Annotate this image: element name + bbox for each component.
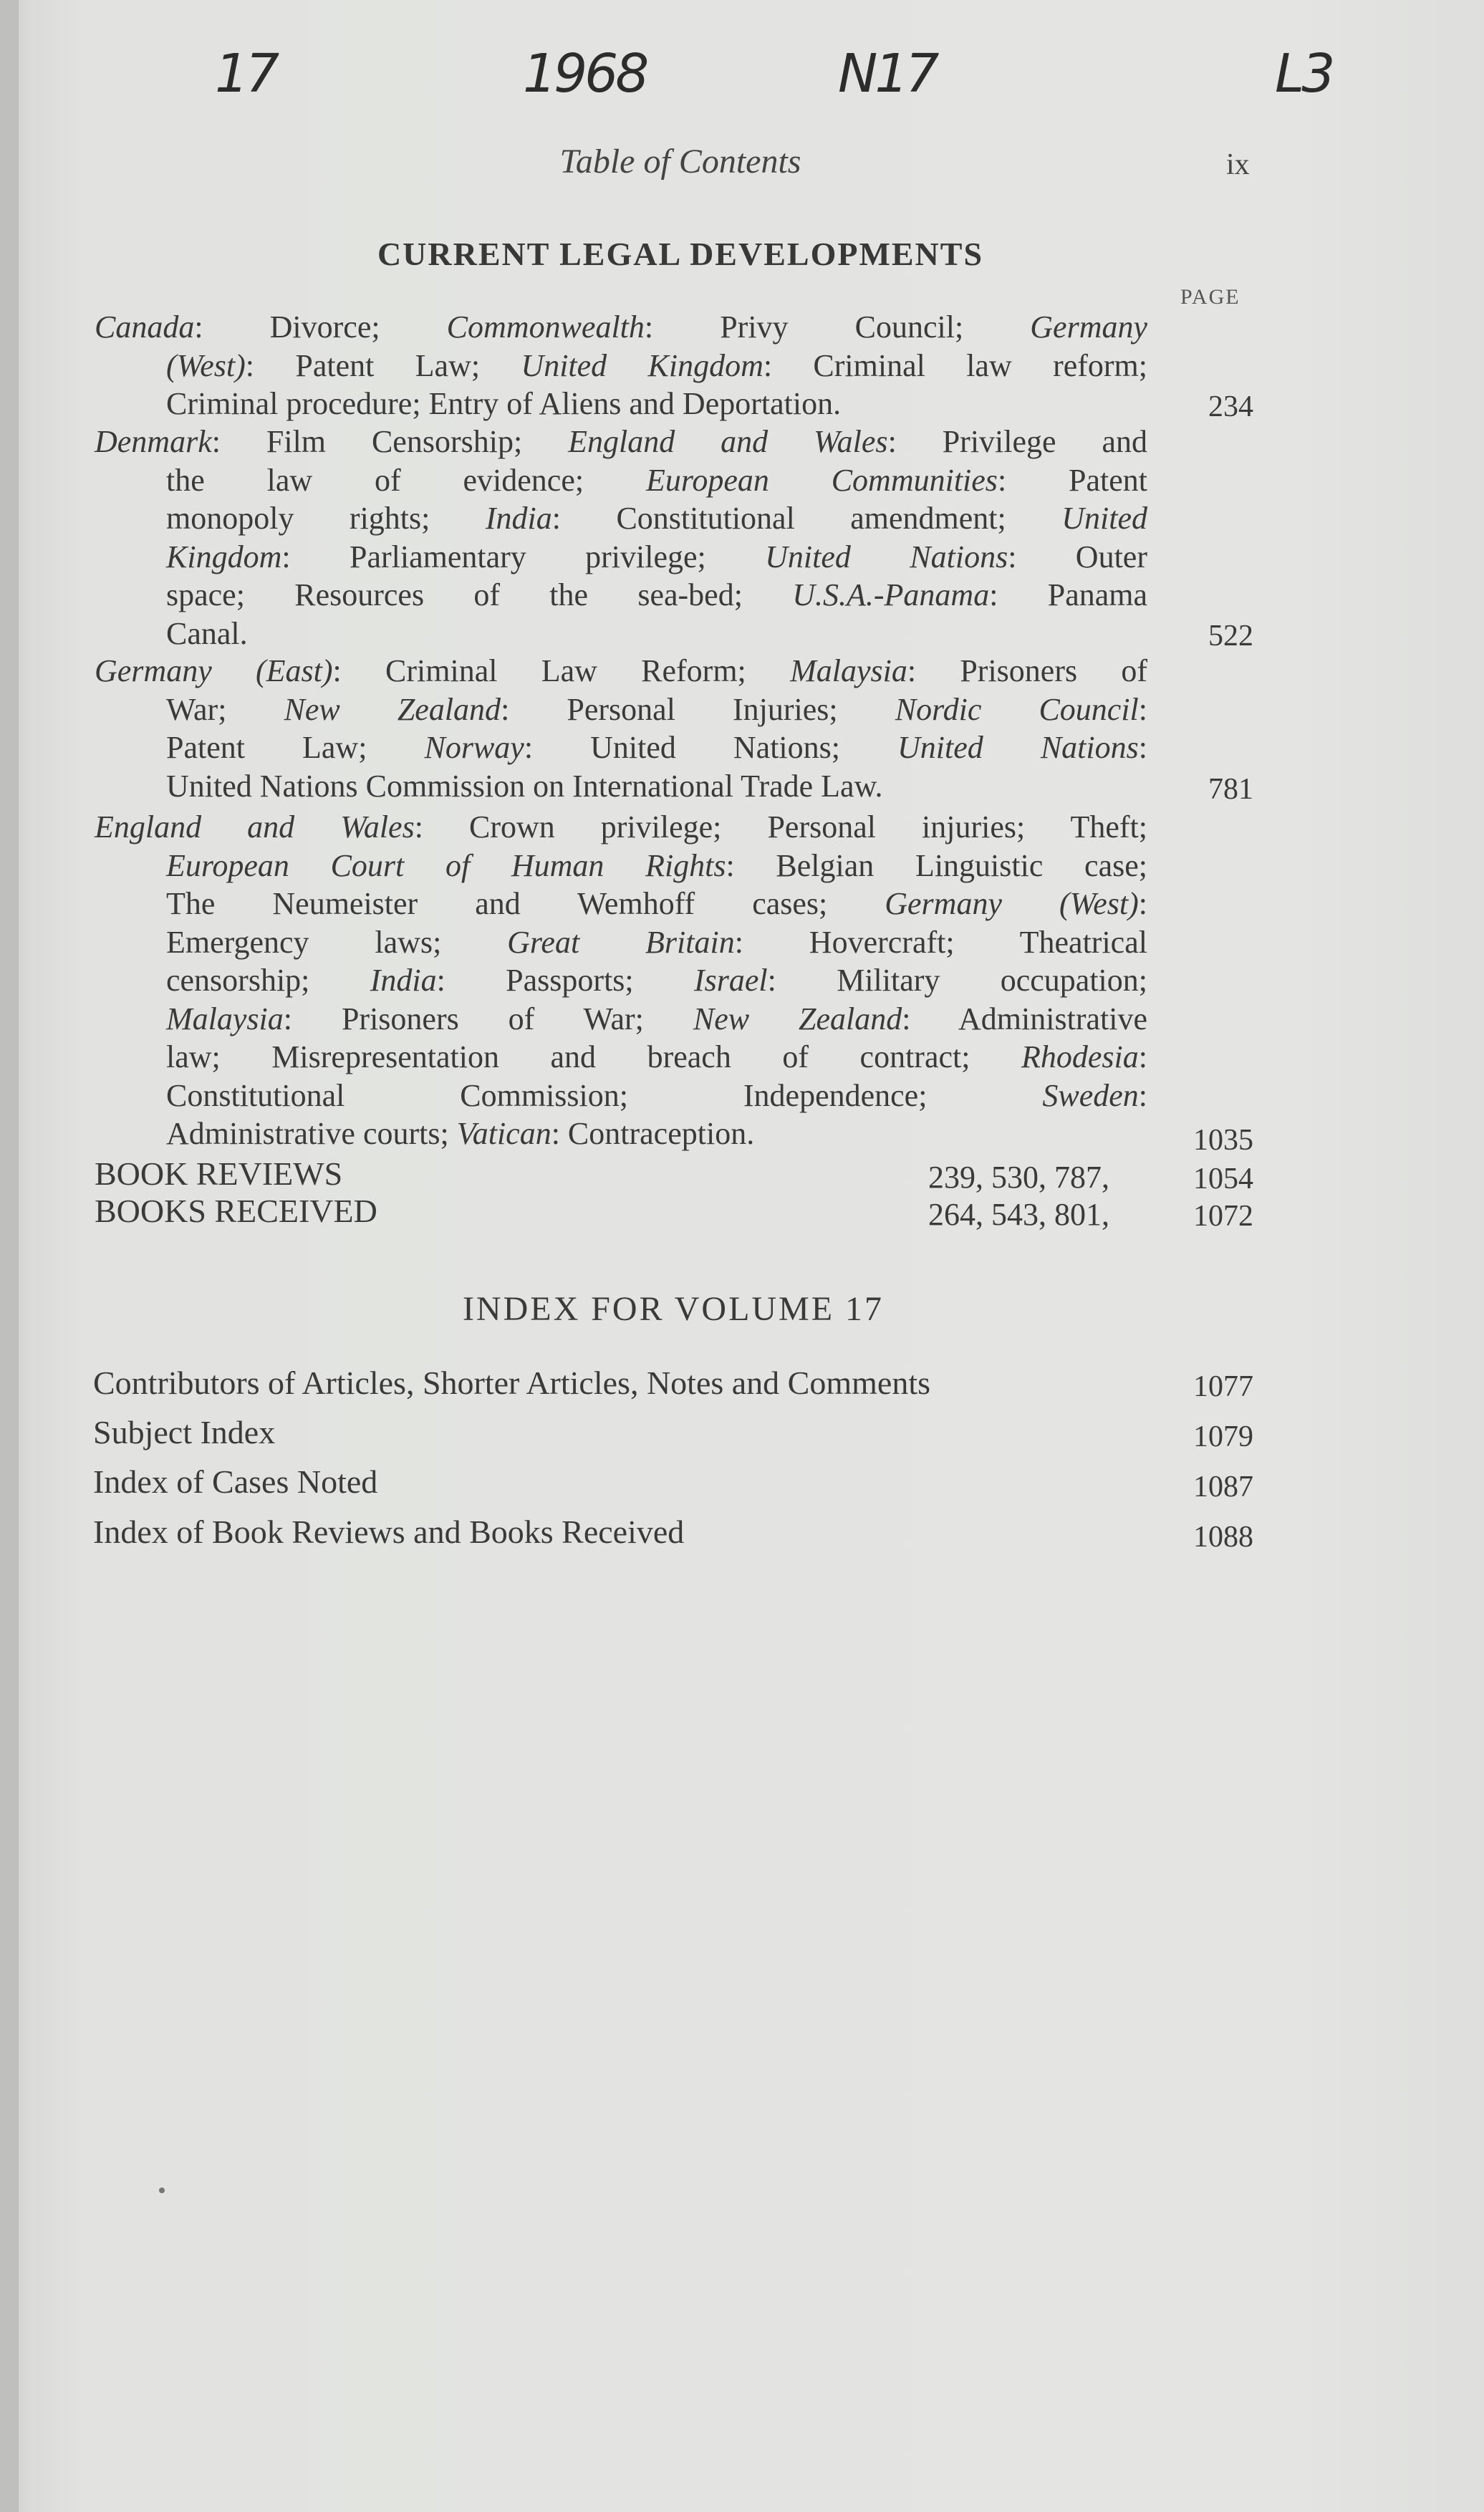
running-head: Table of Contents (559, 143, 801, 181)
topic-text: Canal. (166, 615, 248, 651)
index-item-label: Index of Book Reviews and Books Received (93, 1514, 685, 1550)
topic-text: : Prisoners of (907, 653, 1148, 688)
toc-entry-line (166, 690, 1147, 729)
jurisdiction-name: United Nations (897, 730, 1139, 765)
jurisdiction-name: England and Wales (568, 424, 888, 459)
toc-entry-line (166, 347, 1147, 385)
index-item-label: Index of Cases Noted (93, 1463, 378, 1500)
toc-entry-page: 234 (1208, 390, 1253, 423)
toc-entry-line (166, 767, 1147, 806)
toc-entry-line (95, 652, 1147, 690)
topic-text: : Film Censorship; (211, 424, 569, 459)
toc-entry-line (166, 728, 1147, 767)
jurisdiction-name: U.S.A.-Panama (792, 577, 990, 612)
jurisdiction-name: Great Britain (507, 924, 735, 960)
topic-text: : Crown privilege; Personal injuries; Theft; (414, 809, 1148, 844)
book-reviews-pages: 239, 530, 787, (928, 1160, 1109, 1195)
jurisdiction-name: United Kingdom (521, 347, 763, 383)
topic-text: : Personal Injuries; (501, 691, 895, 727)
books-received-last-page: 1072 (1193, 1200, 1253, 1233)
topic-text: : Contraception. (551, 1116, 755, 1151)
jurisdiction-name: Denmark (95, 424, 212, 459)
jurisdiction-name: Vatican (456, 1116, 551, 1151)
handwritten-year: 1968 (523, 43, 647, 105)
toc-entry (95, 308, 1147, 423)
paper-speck (159, 2188, 165, 2193)
index-item-page: 1079 (1193, 1420, 1253, 1453)
jurisdiction-name: New Zealand (284, 691, 501, 727)
jurisdiction-name: European Communities (645, 462, 998, 498)
toc-entry (95, 808, 1147, 1153)
topic-text: Patent Law; (166, 730, 425, 765)
books-received-pages: 264, 543, 801, (928, 1197, 1109, 1232)
index-title: INDEX FOR VOLUME 17 (462, 1290, 885, 1328)
toc-entry-line (166, 885, 1147, 923)
jurisdiction-name: United (1061, 501, 1147, 536)
toc-entry (95, 652, 1147, 805)
topic-text: Administrative courts; (166, 1116, 457, 1151)
topic-text: : Patent (997, 462, 1147, 498)
jurisdiction-name: Germany (East) (95, 653, 333, 688)
toc-entry-line (166, 847, 1147, 885)
topic-text: Constitutional Commission; Independence; (166, 1077, 1043, 1113)
topic-text: : Criminal Law Reform; (332, 653, 791, 688)
topic-text: : Passports; (436, 963, 694, 998)
toc-entry-line (166, 1038, 1147, 1077)
jurisdiction-name: Norway (424, 730, 524, 765)
handwritten-volume: 17 (215, 43, 277, 105)
jurisdiction-name: Nordic Council (895, 691, 1139, 727)
topic-text: : Constitutional amendment; (551, 501, 1062, 536)
topic-text: : United Nations; (524, 730, 898, 765)
topic-text: : Criminal law reform; (763, 347, 1148, 383)
toc-entry-line (95, 808, 1147, 847)
index-item-label: Subject Index (93, 1414, 276, 1450)
index-item-page: 1088 (1193, 1521, 1253, 1554)
handwritten-code: L3 (1275, 43, 1333, 105)
topic-text: : (1138, 1077, 1147, 1113)
toc-entry-page: 1035 (1193, 1124, 1253, 1157)
toc-entry-line (166, 923, 1147, 962)
handwritten-issue: N17 (838, 43, 937, 105)
topic-text: : Privy Council; (644, 309, 1031, 345)
topic-text: : Parliamentary privilege; (281, 539, 766, 574)
topic-text: : (1138, 691, 1147, 727)
toc-entry-page: 522 (1208, 620, 1253, 653)
toc-entry-page: 781 (1208, 773, 1253, 806)
toc-entry-line (166, 538, 1147, 577)
section-title: CURRENT LEGAL DEVELOPMENTS (377, 236, 984, 272)
jurisdiction-name: England and Wales (95, 809, 415, 844)
jurisdiction-name: India (485, 501, 552, 536)
jurisdiction-name: United Nations (765, 539, 1008, 574)
toc-entry-line (166, 576, 1147, 615)
topic-text: : Privilege and (887, 424, 1148, 459)
topic-text: Emergency laws; (166, 924, 508, 960)
topic-text: space; Resources of the sea-bed; (166, 577, 793, 612)
jurisdiction-name: Kingdom (166, 539, 282, 574)
book-reviews-label: BOOK REVIEWS (95, 1155, 343, 1192)
book-reviews-last-page: 1054 (1193, 1163, 1253, 1195)
toc-entry (95, 423, 1147, 653)
toc-entry-line (166, 961, 1147, 1000)
jurisdiction-name: Malaysia (790, 653, 907, 688)
toc-entry-line (166, 1000, 1147, 1039)
index-item-page: 1077 (1193, 1370, 1253, 1403)
jurisdiction-name: Malaysia (166, 1001, 284, 1036)
topic-text: United Nations Commission on International Trade Law. (166, 768, 883, 804)
toc-entry-line (166, 499, 1147, 538)
topic-text: : Administrative (902, 1001, 1147, 1036)
jurisdiction-name: Germany (West) (885, 886, 1139, 921)
topic-text: : Belgian Linguistic case; (726, 847, 1147, 883)
topic-text: : (1138, 1039, 1147, 1074)
page-column-label: PAGE (1180, 285, 1240, 309)
folio-page-number: ix (1226, 148, 1250, 181)
book-spine-shadow (0, 0, 19, 2512)
topic-text: : Patent Law; (245, 347, 521, 383)
toc-entry-line (166, 1115, 1147, 1153)
topic-text: monopoly rights; (166, 501, 486, 536)
toc-entry-line (166, 1077, 1147, 1115)
toc-entry-line (166, 385, 1147, 423)
topic-text: censorship; (166, 963, 370, 998)
jurisdiction-name: Rhodesia (1021, 1039, 1139, 1074)
jurisdiction-name: Canada (95, 309, 195, 345)
topic-text: : Divorce; (194, 309, 447, 345)
jurisdiction-name: European Court of Human Rights (166, 847, 726, 883)
index-item-label: Contributors of Articles, Shorter Articles, Notes and Comments (93, 1365, 931, 1401)
topic-text: law; Misrepresentation and breach of contract; (166, 1039, 1021, 1074)
topic-text: : Panama (989, 577, 1148, 612)
toc-entry-line (95, 423, 1147, 461)
topic-text: : (1138, 730, 1147, 765)
toc-entry-line (95, 308, 1147, 347)
jurisdiction-name: Israel (693, 963, 768, 998)
topic-text: The Neumeister and Wemhoff cases; (166, 886, 885, 921)
topic-text: : Prisoners of War; (283, 1001, 693, 1036)
jurisdiction-name: Commonwealth (446, 309, 645, 345)
topic-text: : (1138, 886, 1148, 921)
jurisdiction-name: Germany (1030, 309, 1147, 345)
topic-text: : Outer (1008, 539, 1147, 574)
toc-entry-line (166, 461, 1147, 500)
jurisdiction-name: India (370, 963, 437, 998)
topic-text: : Hovercraft; Theatrical (734, 924, 1147, 960)
jurisdiction-name: Sweden (1042, 1077, 1139, 1113)
topic-text: War; (166, 691, 284, 727)
toc-entry-line (166, 615, 1147, 653)
jurisdiction-name: (West) (166, 347, 246, 383)
jurisdiction-name: New Zealand (693, 1001, 902, 1036)
books-received-label: BOOKS RECEIVED (95, 1193, 377, 1229)
topic-text: the law of evidence; (166, 462, 646, 498)
topic-text: : Military occupation; (767, 963, 1147, 998)
index-item-page: 1087 (1193, 1471, 1253, 1503)
topic-text: Criminal procedure; Entry of Aliens and Deportation. (166, 386, 842, 421)
